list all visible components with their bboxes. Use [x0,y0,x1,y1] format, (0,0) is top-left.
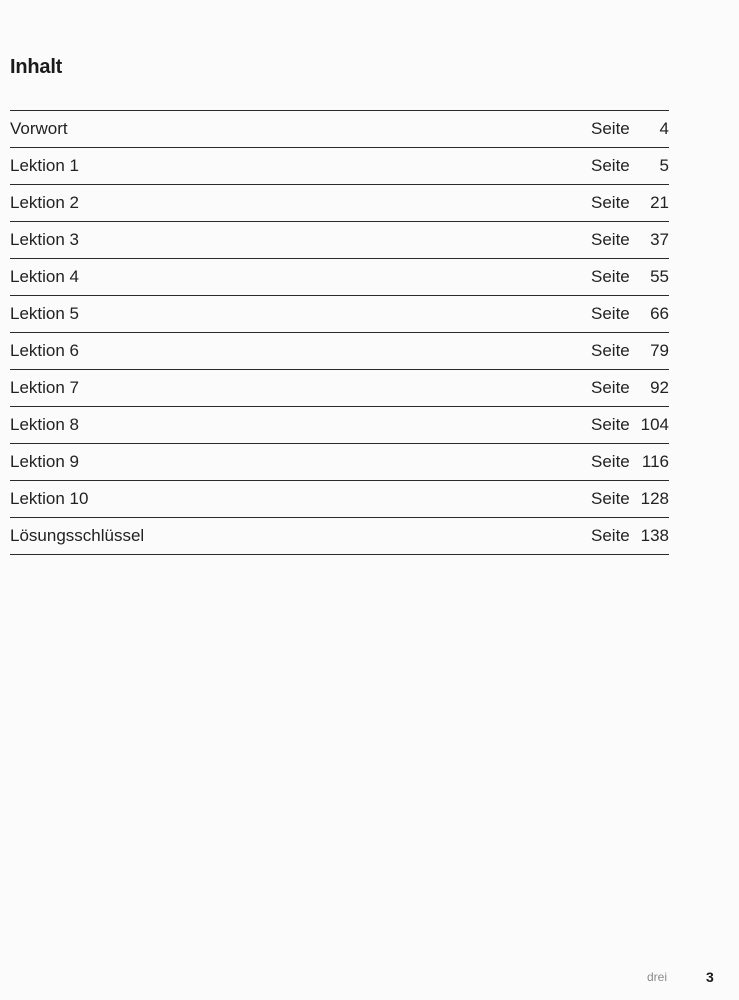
footer-page-number: 3 [706,969,714,985]
toc-seite-label: Seite [591,378,630,397]
toc-page-number: 92 [650,378,669,397]
toc-seite-label: Seite [591,526,630,545]
toc-seite-label: Seite [591,230,630,249]
toc-seite-label: Seite [591,304,630,323]
toc-entry-label: Lektion 8 [10,415,79,434]
toc-row [10,407,669,444]
toc-row [10,185,669,222]
toc-entry-label: Lektion 9 [10,452,79,471]
table-of-contents [10,110,669,555]
toc-row [10,111,669,148]
toc-page-number: 138 [640,526,669,545]
toc-row [10,222,669,259]
toc-seite-label: Seite [591,341,630,360]
toc-entry-label: Lektion 2 [10,193,79,212]
footer-page-word: drei [647,970,668,984]
toc-seite-label: Seite [591,415,630,434]
toc-page-number: 5 [659,156,669,175]
toc-seite-label: Seite [591,119,630,138]
toc-entry-label: Lektion 7 [10,378,79,397]
toc-entry-label: Lektion 1 [10,156,79,175]
toc-page-number: 66 [650,304,669,323]
toc-row [10,259,669,296]
toc-page-number: 55 [650,267,669,286]
toc-entry-label: Lektion 6 [10,341,79,360]
toc-row [10,148,669,185]
toc-row [10,444,669,481]
toc-seite-label: Seite [591,452,630,471]
page-title: Inhalt [10,56,63,78]
toc-page-number: 79 [650,341,669,360]
toc-entry-label: Lektion 10 [10,489,89,508]
toc-entry-label: Lektion 4 [10,267,79,286]
toc-page-number: 116 [641,452,669,471]
toc-entry-label: Lektion 3 [10,230,79,249]
toc-entry-label: Lösungsschlüssel [10,526,145,545]
toc-page-number: 4 [659,119,669,138]
toc-page-number: 37 [650,230,669,249]
toc-seite-label: Seite [591,489,630,508]
toc-row [10,481,669,518]
toc-row [10,518,669,555]
toc-row [10,296,669,333]
toc-seite-label: Seite [591,267,630,286]
toc-page-number: 128 [640,489,669,508]
toc-seite-label: Seite [591,156,630,175]
toc-page-number: 104 [640,415,669,434]
toc-entry-label: Vorwort [10,119,68,138]
toc-page-number: 21 [650,193,669,212]
toc-entry-label: Lektion 5 [10,304,79,323]
toc-row [10,370,669,407]
toc-row [10,333,669,370]
toc-seite-label: Seite [591,193,630,212]
